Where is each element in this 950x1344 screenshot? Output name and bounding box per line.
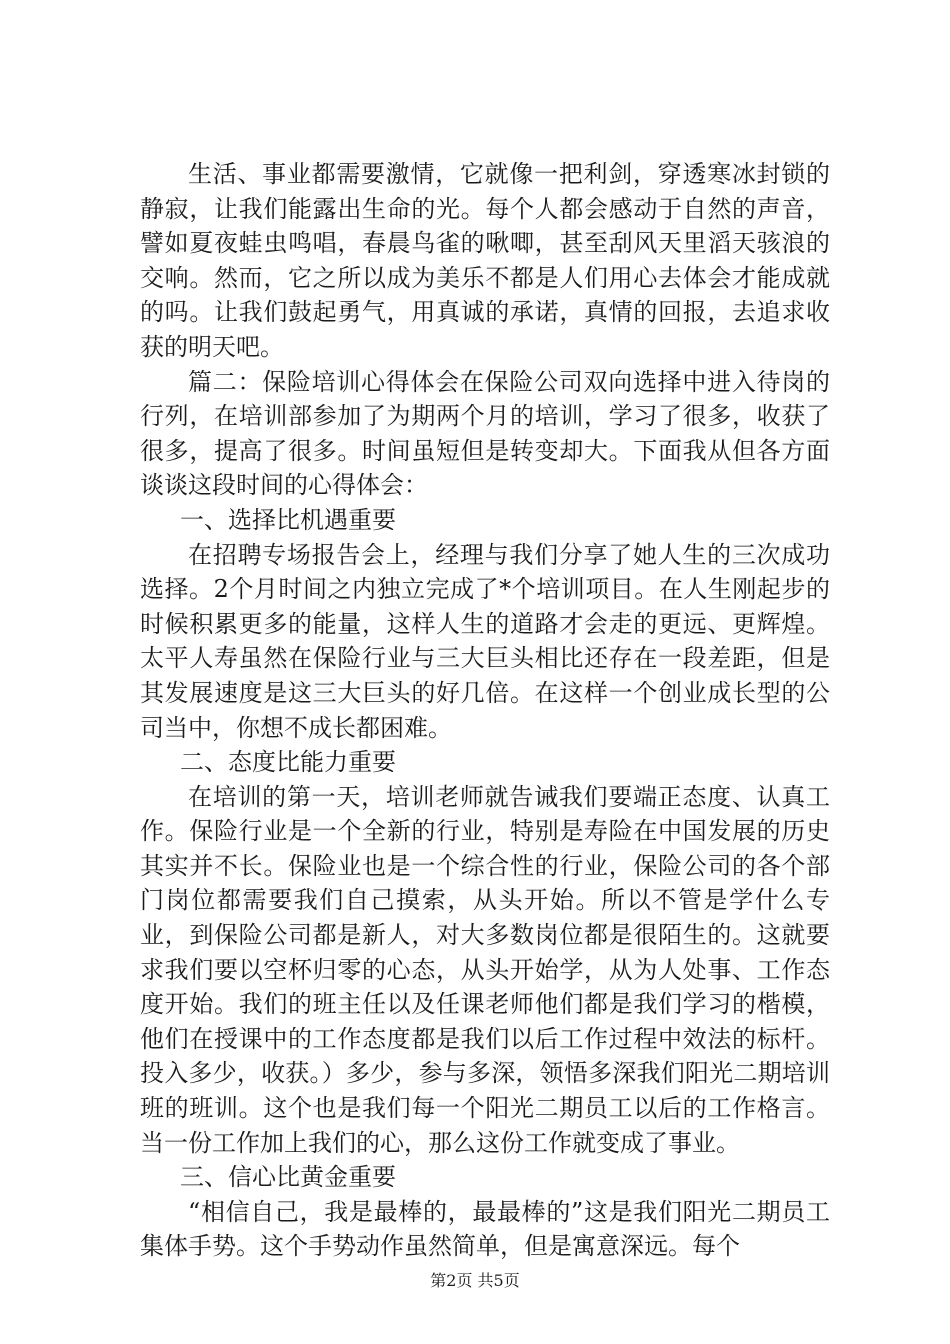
paragraph-section-3: “相信自己，我是最棒的，最最棒的”这是我们阳光二期员工集体手势。这个手势动作虽然简单，但是寓意深远。每个 xyxy=(140,1197,830,1261)
page-number-footer: 第2页 共5页 xyxy=(430,1271,520,1290)
section-heading-2: 二、态度比能力重要 xyxy=(180,748,396,777)
paragraph-section-1: 在招聘专场报告会上，经理与我们分享了她人生的三次成功选择。2个月时间之内独立完成了*个培训项目。在人生刚起步的时候积累更多的能量，这样人生的道路才会走的更远、更辉煌。太平人寿虽然在保险行业与三大巨头相比还存在一段差距，但是其发展速度是这三大巨头的好几倍。在这样一个创业成长型的公司当中，你想不成长都困难。 xyxy=(140,540,830,742)
paragraph-part-two: 篇二：保险培训心得体会在保险公司双向选择中进入待岗的行列，在培训部参加了为期两个月的培训，学习了很多，收获了很多，提高了很多。时间虽短但是转变却大。下面我从但各方面谈谈这段时间的心得体会： xyxy=(140,367,830,500)
paragraph-section-2: 在培训的第一天，培训老师就告诫我们要端正态度、认真工作。保险行业是一个全新的行业，特别是寿险在中国发展的历史其实并不长。保险业也是一个综合性的行业，保险公司的各个部门岗位都需要我们自己摸索，从头开始。所以不管是学什么专业，到保险公司都是新人，对大多数岗位都是很陌生的。这就要求我们要以空杯归零的心态，从头开始学，从为人处事、工作态度开始。我们的班主任以及任课老师他们都是我们学习的楷模，他们在授课中的工作态度都是我们以后工作过程中效法的标杆。投入多少，收获。）多少，参与多深，领悟多深我们阳光二期培训班的班训。这个也是我们每一个阳光二期员工以后的工作格言。当一份工作加上我们的心，那么这份工作就变成了事业。 xyxy=(140,782,830,1157)
section-heading-1: 一、选择比机遇重要 xyxy=(180,505,396,534)
paragraph-intro: 生活、事业都需要激情，它就像一把利剑，穿透寒冰封锁的静寂，让我们能露出生命的光。每个人都会感动于自然的声音，譬如夏夜蛙虫鸣唱，春晨鸟雀的啾唧，甚至刮风天里滔天骇浪的交响。然而，它之所以成为美乐不都是人们用心去体会才能成就的吗。让我们鼓起勇气，用真诚的承诺，真情的回报，去追求收获的明天吧。 xyxy=(140,160,830,361)
document-body xyxy=(140,157,830,1264)
section-heading-3: 三、信心比黄金重要 xyxy=(180,1163,396,1192)
